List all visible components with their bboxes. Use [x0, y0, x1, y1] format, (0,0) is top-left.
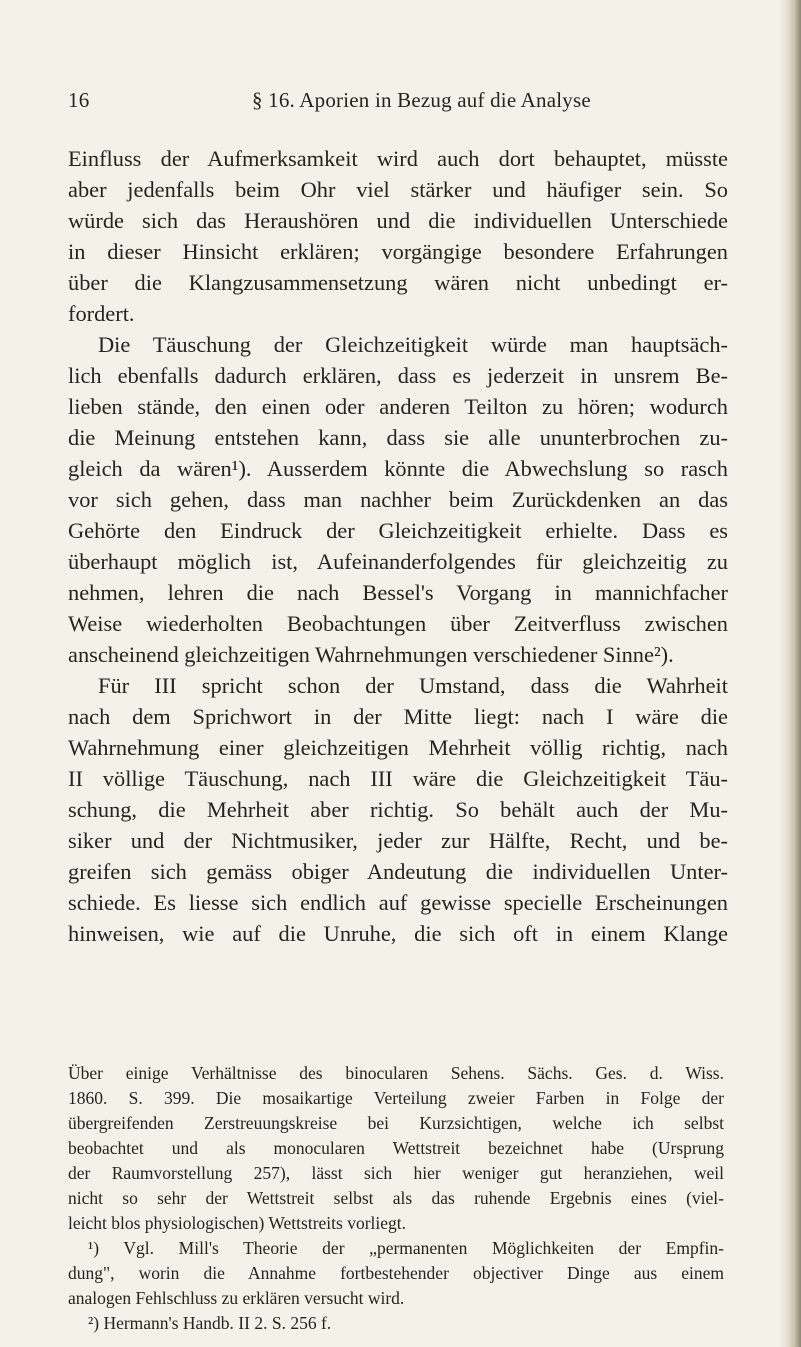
body-line: nehmen, lehren die nach Bessel's Vorgang in mannichfacher	[68, 580, 728, 605]
footnote-line: nicht so sehr der Wettstreit selbst als das ruhende Ergebnis eines (viel-	[68, 1188, 724, 1208]
body-line: siker und der Nichtmusiker, jeder zur Hälfte, Recht, und be-	[68, 828, 728, 853]
footnote-line: 1860. S. 399. Die mosaikartige Verteilung zweier Farben in Folge der	[68, 1088, 724, 1108]
running-head: § 16. Aporien in Bezug auf die Analyse	[252, 88, 591, 112]
body-line: Weise wiederholten Beobachtungen über Zeitverfluss zwischen	[68, 611, 728, 636]
body-text	[68, 143, 728, 949]
body-line: lieben stände, den einen oder anderen Teilton zu hören; wodurch	[68, 394, 728, 419]
body-line: Wahrnehmung einer gleichzeitigen Mehrheit völlig richtig, nach	[68, 735, 728, 760]
body-line: Einfluss der Aufmerksamkeit wird auch dort behauptet, müsste	[68, 146, 728, 171]
footnotes	[68, 1061, 724, 1336]
body-line: vor sich gehen, dass man nachher beim Zurückdenken an das	[68, 487, 728, 512]
body-line: gleich da wären¹). Ausserdem könnte die Abwechslung so rasch	[68, 456, 728, 481]
body-line: greifen sich gemäss obiger Andeutung die individuellen Unter-	[68, 859, 728, 884]
footnote-line: leicht blos physiologischen) Wettstreits vorliegt.	[68, 1213, 407, 1233]
body-line: anscheinend gleichzeitigen Wahrnehmungen verschiedener Sinne²).	[68, 642, 674, 667]
footnote-line: der Raumvorstellung 257), lässt sich hier weniger gut heranziehen, weil	[68, 1163, 724, 1183]
body-line: überhaupt möglich ist, Aufeinanderfolgendes für gleichzeitig zu	[68, 549, 728, 574]
footnote-line: dung", worin die Annahme fortbestehender objectiver Dinge aus einem	[68, 1263, 724, 1283]
body-line: aber jedenfalls beim Ohr viel stärker und häufiger sein. So	[68, 177, 728, 202]
body-line: würde sich das Heraushören und die individuellen Unterschiede	[68, 208, 728, 233]
body-line: Gehörte den Eindruck der Gleichzeitigkeit erhielte. Dass es	[68, 518, 728, 543]
body-line: fordert.	[68, 301, 135, 326]
body-line: hinweisen, wie auf die Unruhe, die sich oft in einem Klange	[68, 921, 728, 946]
page-header	[68, 88, 724, 118]
footnote-line: Über einige Verhältnisse des binocularen Sehens. Sächs. Ges. d. Wiss.	[68, 1063, 724, 1083]
body-line: nach dem Sprichwort in der Mitte liegt: nach I wäre die	[68, 704, 728, 729]
footnote-2: ²) Hermann's Handb. II 2. S. 256 f.	[88, 1313, 332, 1333]
body-line: in dieser Hinsicht erklären; vorgängige besondere Erfahrungen	[68, 239, 728, 264]
page-number: 16	[68, 88, 90, 112]
body-line: Die Täuschung der Gleichzeitigkeit würde man hauptsäch-	[98, 332, 728, 357]
body-line: die Meinung entstehen kann, dass sie alle ununterbrochen zu-	[68, 425, 728, 450]
footnote-1: ¹) Vgl. Mill's Theorie der „permanenten Möglichkeiten der Empfin-	[88, 1238, 724, 1258]
footnote-line: analogen Fehlschluss zu erklären versucht wird.	[68, 1288, 405, 1308]
footnote-line: beobachtet und als monocularen Wettstreit bezeichnet habe (Ursprung	[68, 1138, 724, 1158]
body-line: schiede. Es liesse sich endlich auf gewisse specielle Erscheinungen	[68, 890, 728, 915]
page-edge-shadow	[779, 0, 801, 1347]
body-line: über die Klangzusammensetzung wären nicht unbedingt er-	[68, 270, 728, 295]
body-line: II völlige Täuschung, nach III wäre die Gleichzeitigkeit Täu-	[68, 766, 728, 791]
body-line: schung, die Mehrheit aber richtig. So behält auch der Mu-	[68, 797, 728, 822]
body-line: Für III spricht schon der Umstand, dass die Wahrheit	[98, 673, 728, 698]
footnote-line: übergreifenden Zerstreuungskreise bei Kurzsichtigen, welche ich selbst	[68, 1113, 724, 1133]
body-line: lich ebenfalls dadurch erklären, dass es jederzeit in unsrem Be-	[68, 363, 728, 388]
